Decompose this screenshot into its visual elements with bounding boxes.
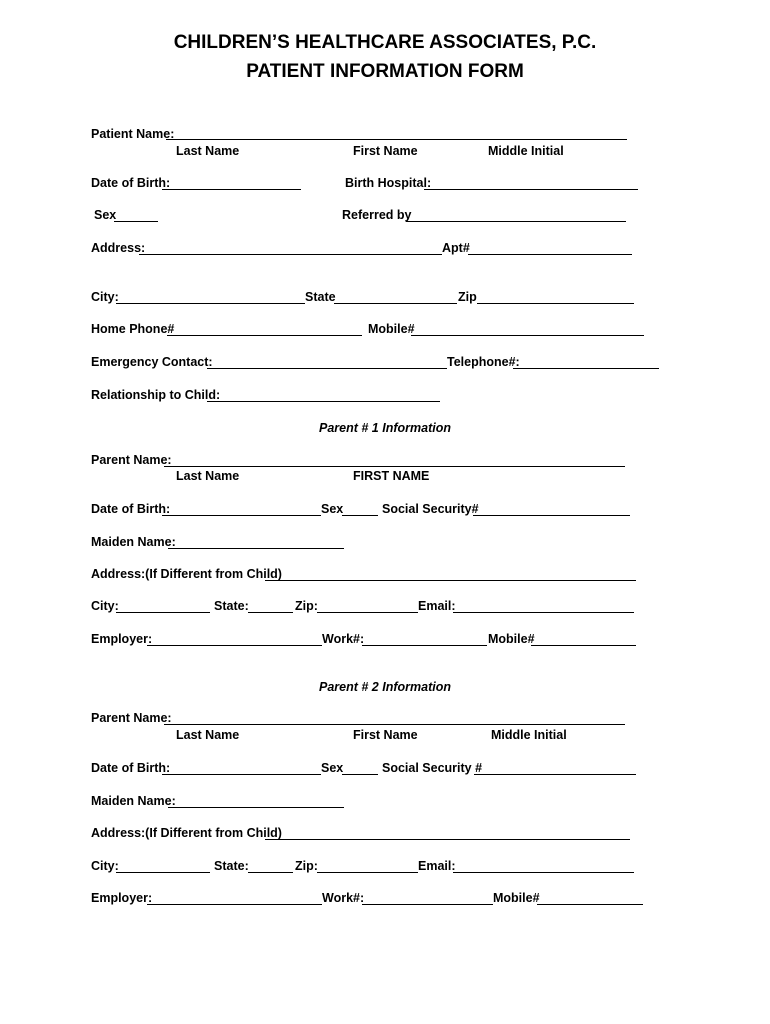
parent2-name-label: Parent Name: [91, 711, 172, 725]
parent1-work-label: Work#: [322, 632, 365, 646]
apt-label: Apt# [442, 241, 470, 255]
patient-middle-initial-caption: Middle Initial [488, 144, 564, 158]
home-phone-label: Home Phone# [91, 322, 175, 336]
parent1-city-field[interactable] [116, 612, 210, 613]
patient-last-name-caption: Last Name [176, 144, 240, 158]
parent1-heading: Parent # 1 Information [319, 421, 451, 435]
emergency-contact-label: Emergency Contact: [91, 355, 213, 369]
parent2-sex-label: Sex [321, 761, 344, 775]
parent2-ssn-field[interactable] [474, 774, 636, 775]
parent2-last-name-caption: Last Name [176, 728, 240, 742]
parent1-maiden-label: Maiden Name: [91, 535, 176, 549]
parent2-dob-field[interactable] [162, 774, 321, 775]
patient-zip-label: Zip [458, 290, 477, 304]
parent2-address-field[interactable] [265, 839, 630, 840]
parent1-name-field[interactable] [164, 466, 625, 467]
birth-hospital-label: Birth Hospital: [345, 176, 432, 190]
parent2-state-label: State: [214, 859, 249, 873]
parent2-address-label: Address:(If Different from Child) [91, 826, 282, 840]
parent1-address-field[interactable] [265, 580, 636, 581]
parent1-mobile-field[interactable] [531, 645, 636, 646]
patient-zip-field[interactable] [477, 303, 634, 304]
parent1-mobile-label: Mobile# [488, 632, 535, 646]
parent2-name-field[interactable] [164, 724, 625, 725]
apt-field[interactable] [468, 254, 632, 255]
parent2-middle-initial-caption: Middle Initial [491, 728, 567, 742]
parent2-sex-field[interactable] [342, 774, 378, 775]
emergency-contact-field[interactable] [207, 368, 447, 369]
parent2-maiden-label: Maiden Name: [91, 794, 176, 808]
parent2-heading: Parent # 2 Information [319, 680, 451, 694]
parent2-employer-label: Employer: [91, 891, 153, 905]
parent1-zip-label: Zip: [295, 599, 318, 613]
form-title: PATIENT INFORMATION FORM [246, 61, 524, 82]
parent2-first-name-caption: First Name [353, 728, 418, 742]
parent1-employer-field[interactable] [147, 645, 322, 646]
parent1-employer-label: Employer: [91, 632, 153, 646]
parent2-dob-label: Date of Birth: [91, 761, 171, 775]
parent2-work-label: Work#: [322, 891, 365, 905]
parent1-first-name-caption: FIRST NAME [353, 469, 430, 483]
parent2-email-label: Email: [418, 859, 456, 873]
parent1-email-field[interactable] [453, 612, 634, 613]
patient-sex-field[interactable] [114, 221, 158, 222]
patient-name-field[interactable] [166, 139, 627, 140]
parent2-state-field[interactable] [248, 872, 293, 873]
relationship-field[interactable] [207, 401, 440, 402]
patient-dob-label: Date of Birth: [91, 176, 171, 190]
parent1-ssn-label: Social Security# [382, 502, 479, 516]
parent1-maiden-field[interactable] [168, 548, 344, 549]
parent1-dob-field[interactable] [162, 515, 321, 516]
parent2-email-field[interactable] [453, 872, 634, 873]
emergency-telephone-label: Telephone#: [447, 355, 520, 369]
parent1-city-label: City: [91, 599, 119, 613]
parent1-dob-label: Date of Birth: [91, 502, 171, 516]
parent2-mobile-label: Mobile# [493, 891, 540, 905]
patient-address-field[interactable] [139, 254, 442, 255]
parent1-email-label: Email: [418, 599, 456, 613]
patient-mobile-field[interactable] [411, 335, 644, 336]
parent2-ssn-label: Social Security # [382, 761, 483, 775]
patient-state-label: State [305, 290, 336, 304]
parent2-mobile-field[interactable] [537, 904, 643, 905]
patient-dob-field[interactable] [162, 189, 301, 190]
patient-city-label: City: [91, 290, 119, 304]
relationship-label: Relationship to Child: [91, 388, 221, 402]
parent2-employer-field[interactable] [147, 904, 322, 905]
emergency-telephone-field[interactable] [513, 368, 659, 369]
parent2-zip-field[interactable] [317, 872, 418, 873]
parent1-sex-label: Sex [321, 502, 344, 516]
form-title-org: CHILDREN’S HEALTHCARE ASSOCIATES, P.C. [173, 32, 597, 53]
patient-first-name-caption: First Name [353, 144, 418, 158]
patient-sex-label: Sex [94, 208, 117, 222]
parent1-zip-field[interactable] [317, 612, 418, 613]
patient-name-label: Patient Name: [91, 127, 175, 141]
patient-mobile-label: Mobile# [368, 322, 415, 336]
birth-hospital-field[interactable] [424, 189, 638, 190]
parent1-last-name-caption: Last Name [176, 469, 240, 483]
parent1-sex-field[interactable] [342, 515, 378, 516]
patient-city-field[interactable] [116, 303, 305, 304]
parent1-name-label: Parent Name: [91, 453, 172, 467]
parent1-work-field[interactable] [362, 645, 487, 646]
home-phone-field[interactable] [167, 335, 362, 336]
patient-address-label: Address: [91, 241, 146, 255]
parent2-city-field[interactable] [116, 872, 210, 873]
parent1-ssn-field[interactable] [473, 515, 630, 516]
parent1-state-field[interactable] [248, 612, 293, 613]
parent2-city-label: City: [91, 859, 119, 873]
parent2-work-field[interactable] [362, 904, 493, 905]
referred-by-field[interactable] [406, 221, 626, 222]
referred-by-label: Referred by [342, 208, 412, 222]
parent1-state-label: State: [214, 599, 249, 613]
parent2-zip-label: Zip: [295, 859, 318, 873]
parent2-maiden-field[interactable] [168, 807, 344, 808]
parent1-address-label: Address:(If Different from Child) [91, 567, 282, 581]
patient-state-field[interactable] [334, 303, 457, 304]
